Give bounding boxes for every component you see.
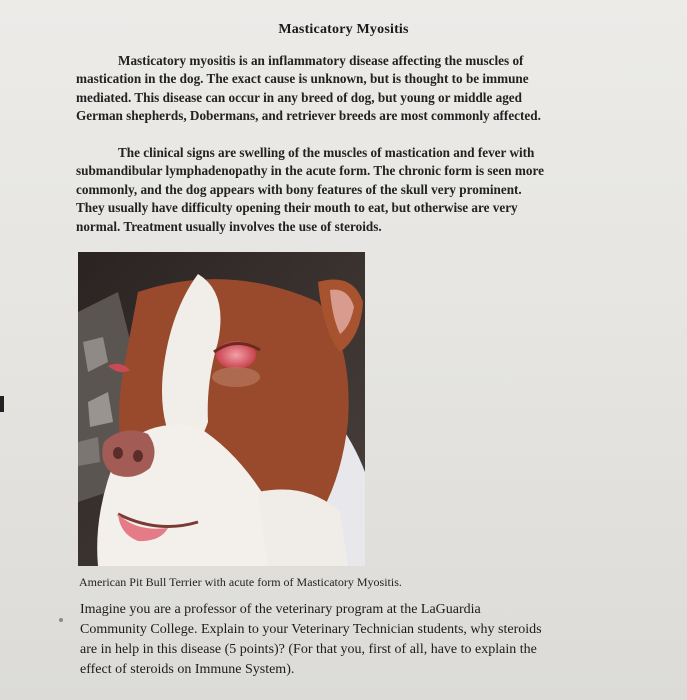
text-line: submandibular lymphadenopathy in the acute form. The chronic form is seen more [76,163,544,179]
text-line: are in help in this disease (5 points)? (For that you, first of all, have to explain the [80,642,537,657]
page-edge-mark [0,396,4,412]
text-line: Imagine you are a professor of the veterinary program at the LaGuardia [80,602,481,617]
dog-illustration [78,252,365,566]
figure-caption: American Pit Bull Terrier with acute form of Masticatory Myositis. [79,575,402,589]
assignment-question [80,600,640,680]
text-line: German shepherds, Dobermans, and retriever breeds are most commonly affected. [76,108,541,124]
text-line: normal. Treatment usually involves the use of steroids. [76,218,382,234]
text-line: They usually have difficulty opening their mouth to eat, but otherwise are very [76,200,518,216]
paragraph-intro [76,52,596,126]
text-line: The clinical signs are swelling of the muscles of mastication and fever with [118,145,535,160]
paragraph-clinical-signs [76,144,596,236]
text-line: mediated. This disease can occur in any breed of dog, but young or middle aged [76,89,522,105]
text-line: commonly, and the dog appears with bony features of the skull very prominent. [76,181,522,197]
document-title: Masticatory Myositis [278,22,409,37]
text-line: Masticatory myositis is an inflammatory disease affecting the muscles of [118,53,524,68]
text-line: mastication in the dog. The exact cause is unknown, but is thought to be immune [76,71,529,87]
dog-photo [78,252,365,566]
bullet-marker [59,618,63,622]
text-line: Community College. Explain to your Veterinary Technician students, why steroids [80,622,542,637]
text-line: effect of steroids on Immune System). [80,662,295,677]
